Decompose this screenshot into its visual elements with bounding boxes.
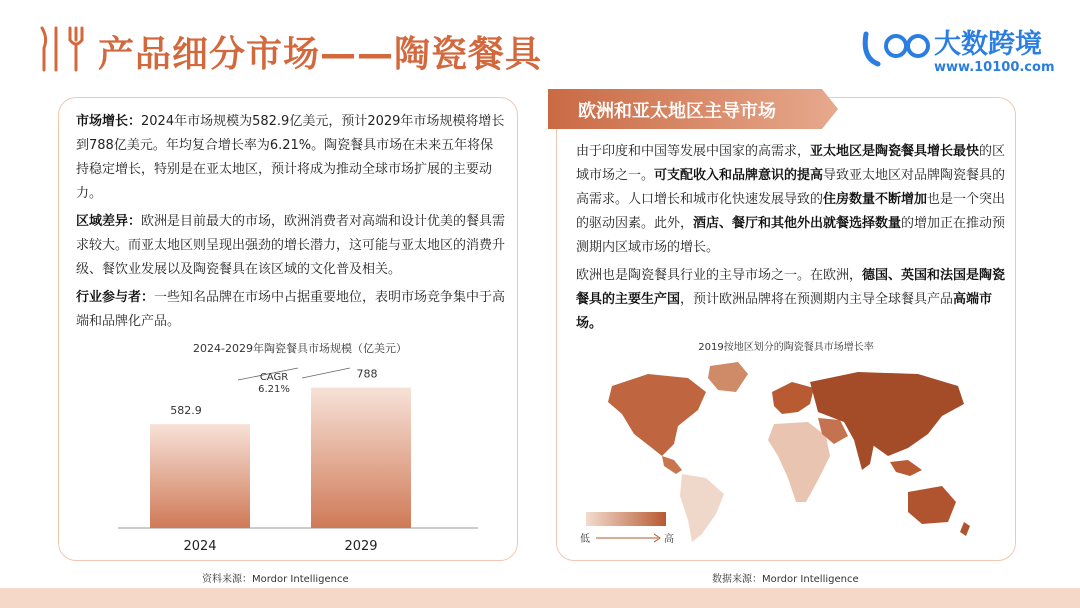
bottom-band: [0, 588, 1080, 608]
source-right: 数据来源：Mordor Intelligence: [712, 574, 859, 585]
left-text: [76, 110, 506, 338]
market-size-bar-chart: [118, 356, 478, 556]
region-africa: [768, 422, 830, 502]
bar-value-label: 582.9: [170, 404, 202, 418]
logo-name: 大数跨境: [934, 29, 1042, 60]
paragraph-market-growth: 市场增长：2024年市场规模为582.9亿美元，预计2029年市场规模将增长到788亿美元。年均复合增长率为6.21%。陶瓷餐具市场在未来五年将保持稳定增长，特别是在亚太地区，预计将成为推动全球市场扩展的主要动力。: [76, 114, 505, 201]
x-tick-label: 2029: [344, 539, 378, 554]
right-text: [576, 140, 1006, 340]
region-europe: [772, 382, 814, 414]
paragraph-regional-difference: 区域差异：欧洲是目前最大的市场，欧洲消费者对高端和设计优美的餐具需求较大。而亚太地区则呈现出强劲的增长潜力，这可能与亚太地区的消费升级、餐饮业发展以及陶瓷餐具在该区域的文化普及相关。: [76, 214, 506, 277]
chart-title: 2024-2029年陶瓷餐具市场规模（亿美元）: [193, 342, 407, 355]
region-southeast-asia: [890, 460, 922, 476]
region-central-america: [662, 456, 682, 474]
paragraph-europe: 欧洲也是陶瓷餐具行业的主导市场之一。在欧洲，德国、英国和法国是陶瓷餐具的主要生产国，预计欧洲品牌将在预测期内主导全球餐具产品高端市场。: [576, 268, 1006, 331]
bar-2029: [311, 388, 411, 528]
cagr-value: 6.21%: [258, 384, 290, 395]
banner-title: 欧洲和亚太地区主导市场: [578, 101, 776, 122]
cagr-arrow-line-2: [302, 368, 350, 378]
paragraph-industry-players: 行业参与者：一些知名品牌在市场中占据重要地位，表明市场竞争集中于高端和品牌化产品。: [76, 290, 506, 329]
region-south-america: [680, 474, 724, 542]
bar-2024: [150, 424, 250, 528]
region-india: [854, 440, 874, 470]
region-north-america: [608, 374, 706, 456]
legend-low: 低: [580, 534, 590, 545]
bar-value-label: 788: [356, 367, 378, 381]
map-title: 2019按地区划分的陶瓷餐具市场增长率: [698, 342, 874, 353]
logo-mark-icon: [860, 24, 932, 70]
paragraph-asia-pacific: 由于印度和中国等发展中国家的高需求，亚太地区是陶瓷餐具增长最快的区域市场之一。可支配收入和品牌意识的提高导致亚太地区对品牌陶瓷餐具的高需求。人口增长和城市化快速发展导致的住房数量不断增加也是一个突出的驱动因素。此外，酒店、餐厅和其他外出就餐选择数量的增加正在推动预测期内区域市场的增长。: [576, 144, 1006, 255]
region-greenland: [708, 362, 748, 392]
region-new-zealand: [960, 522, 970, 536]
source-left: 资料来源：Mordor Intelligence: [202, 574, 349, 585]
page-title: 产品细分市场——陶瓷餐具: [98, 34, 543, 75]
region-asia: [810, 372, 964, 456]
region-australia: [908, 486, 956, 524]
cagr-label: CAGR: [259, 372, 289, 383]
logo-url: www.10100.com: [934, 60, 1055, 75]
cutlery-icon: [34, 24, 90, 74]
legend-gradient: [586, 512, 666, 526]
world-growth-map: [578, 352, 998, 552]
legend-high: 高: [664, 534, 674, 545]
x-tick-label: 2024: [183, 539, 217, 554]
